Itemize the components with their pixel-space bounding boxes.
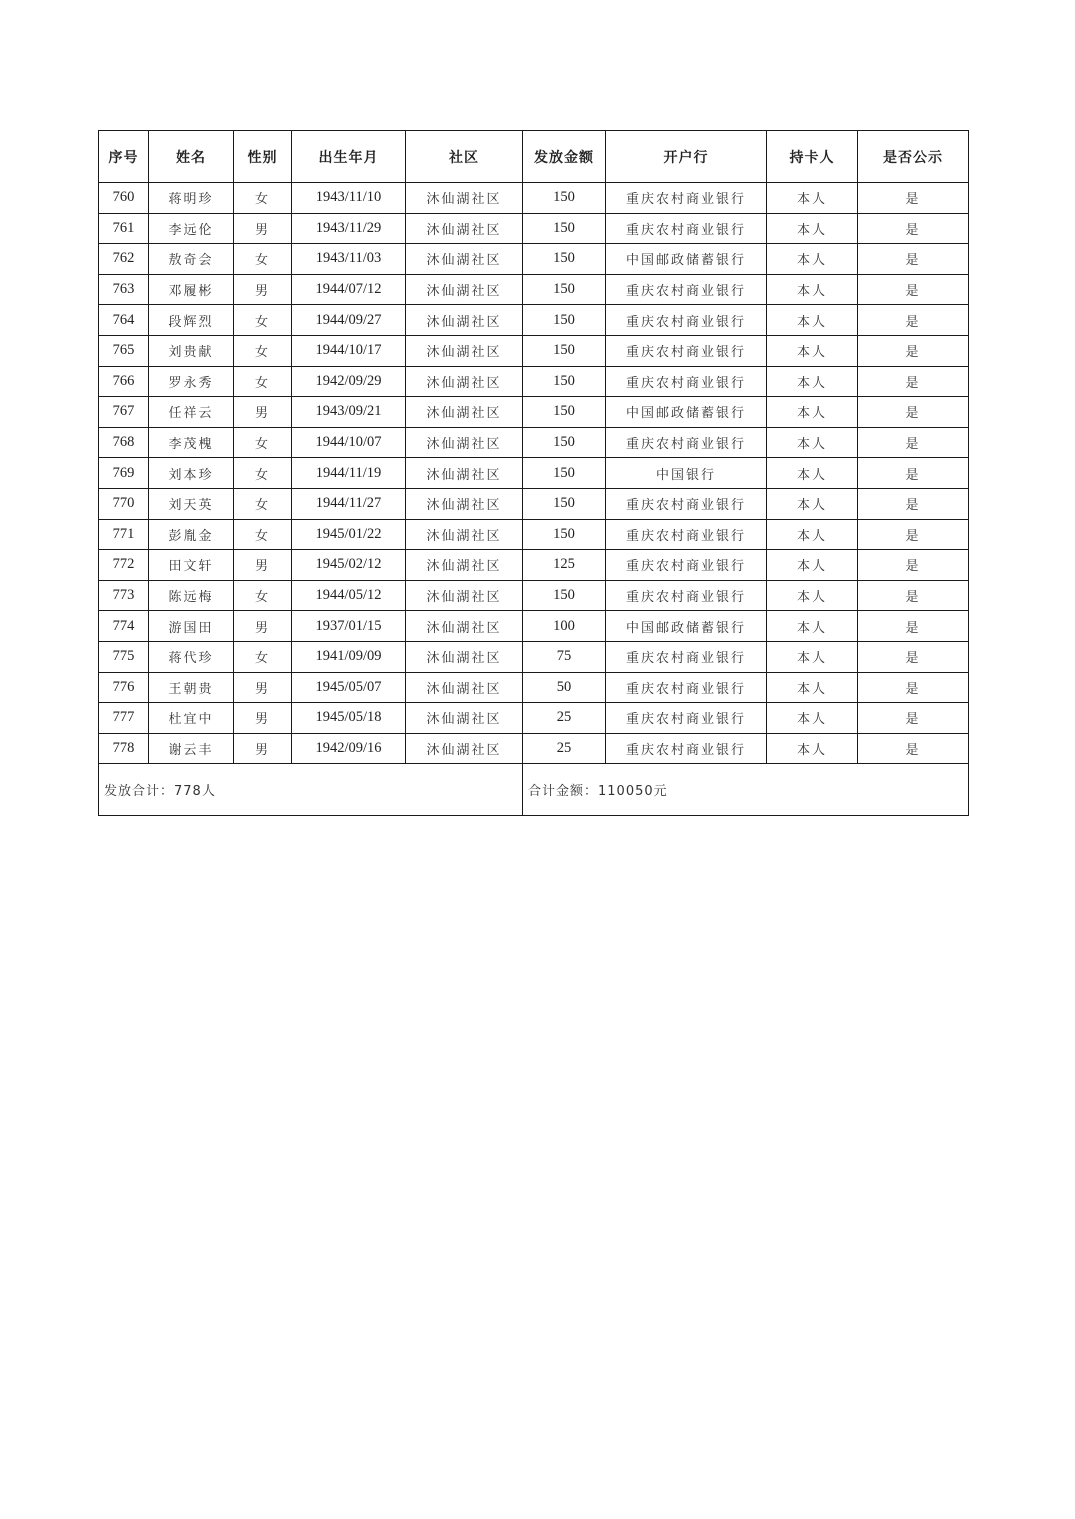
cell-cardholder: 本人 xyxy=(767,427,858,458)
cell-seq: 777 xyxy=(99,703,149,734)
cell-cardholder: 本人 xyxy=(767,550,858,581)
cell-name: 刘天英 xyxy=(149,488,234,519)
cell-gender: 男 xyxy=(234,274,292,305)
table-row xyxy=(99,183,969,214)
cell-cardholder: 本人 xyxy=(767,458,858,489)
cell-seq: 773 xyxy=(99,580,149,611)
cell-gender: 女 xyxy=(234,427,292,458)
table-row xyxy=(99,550,969,581)
cell-name: 李茂槐 xyxy=(149,427,234,458)
table-row xyxy=(99,641,969,672)
cell-cardholder: 本人 xyxy=(767,366,858,397)
table-row xyxy=(99,366,969,397)
cell-seq: 776 xyxy=(99,672,149,703)
cell-amount: 25 xyxy=(523,733,606,764)
cell-community: 沐仙湖社区 xyxy=(406,519,523,550)
cell-bank: 重庆农村商业银行 xyxy=(606,427,767,458)
cell-cardholder: 本人 xyxy=(767,641,858,672)
cell-bank: 重庆农村商业银行 xyxy=(606,305,767,336)
cell-gender: 女 xyxy=(234,519,292,550)
cell-cardholder: 本人 xyxy=(767,733,858,764)
cell-published: 是 xyxy=(858,703,969,734)
header-bank: 开户行 xyxy=(606,131,767,183)
header-community: 社区 xyxy=(406,131,523,183)
cell-bank: 重庆农村商业银行 xyxy=(606,213,767,244)
cell-published: 是 xyxy=(858,366,969,397)
table-footer-row xyxy=(99,764,969,816)
cell-seq: 760 xyxy=(99,183,149,214)
cell-published: 是 xyxy=(858,611,969,642)
cell-gender: 女 xyxy=(234,183,292,214)
cell-birthdate: 1945/01/22 xyxy=(292,519,406,550)
cell-published: 是 xyxy=(858,488,969,519)
cell-bank: 重庆农村商业银行 xyxy=(606,550,767,581)
cell-bank: 重庆农村商业银行 xyxy=(606,580,767,611)
cell-community: 沐仙湖社区 xyxy=(406,672,523,703)
cell-community: 沐仙湖社区 xyxy=(406,703,523,734)
cell-published: 是 xyxy=(858,305,969,336)
table-row xyxy=(99,519,969,550)
cell-birthdate: 1944/10/07 xyxy=(292,427,406,458)
table-row xyxy=(99,611,969,642)
cell-amount: 75 xyxy=(523,641,606,672)
cell-bank: 中国邮政储蓄银行 xyxy=(606,397,767,428)
cell-published: 是 xyxy=(858,458,969,489)
cell-community: 沐仙湖社区 xyxy=(406,611,523,642)
cell-birthdate: 1937/01/15 xyxy=(292,611,406,642)
cell-bank: 重庆农村商业银行 xyxy=(606,335,767,366)
header-published: 是否公示 xyxy=(858,131,969,183)
cell-birthdate: 1944/11/27 xyxy=(292,488,406,519)
cell-cardholder: 本人 xyxy=(767,397,858,428)
cell-gender: 女 xyxy=(234,641,292,672)
cell-birthdate: 1945/02/12 xyxy=(292,550,406,581)
cell-amount: 25 xyxy=(523,703,606,734)
table-row xyxy=(99,458,969,489)
table-row xyxy=(99,335,969,366)
table-row xyxy=(99,305,969,336)
cell-cardholder: 本人 xyxy=(767,672,858,703)
header-name: 姓名 xyxy=(149,131,234,183)
cell-seq: 768 xyxy=(99,427,149,458)
cell-gender: 男 xyxy=(234,733,292,764)
cell-published: 是 xyxy=(858,213,969,244)
total-people: 发放合计：778人 xyxy=(99,764,523,816)
cell-bank: 重庆农村商业银行 xyxy=(606,366,767,397)
cell-seq: 762 xyxy=(99,244,149,275)
cell-birthdate: 1944/09/27 xyxy=(292,305,406,336)
cell-birthdate: 1942/09/29 xyxy=(292,366,406,397)
subsidy-roster-table xyxy=(98,130,969,816)
cell-seq: 769 xyxy=(99,458,149,489)
cell-bank: 中国邮政储蓄银行 xyxy=(606,611,767,642)
cell-amount: 150 xyxy=(523,335,606,366)
cell-seq: 778 xyxy=(99,733,149,764)
cell-gender: 女 xyxy=(234,580,292,611)
header-amount: 发放金额 xyxy=(523,131,606,183)
cell-bank: 重庆农村商业银行 xyxy=(606,703,767,734)
cell-gender: 男 xyxy=(234,703,292,734)
cell-name: 杜宜中 xyxy=(149,703,234,734)
cell-bank: 重庆农村商业银行 xyxy=(606,274,767,305)
cell-community: 沐仙湖社区 xyxy=(406,580,523,611)
total-amount: 合计金额：110050元 xyxy=(523,764,969,816)
cell-community: 沐仙湖社区 xyxy=(406,183,523,214)
cell-cardholder: 本人 xyxy=(767,519,858,550)
cell-name: 任祥云 xyxy=(149,397,234,428)
cell-birthdate: 1943/11/29 xyxy=(292,213,406,244)
cell-community: 沐仙湖社区 xyxy=(406,244,523,275)
cell-gender: 女 xyxy=(234,335,292,366)
table-row xyxy=(99,427,969,458)
cell-community: 沐仙湖社区 xyxy=(406,366,523,397)
cell-birthdate: 1942/09/16 xyxy=(292,733,406,764)
cell-seq: 767 xyxy=(99,397,149,428)
cell-amount: 150 xyxy=(523,427,606,458)
cell-bank: 中国邮政储蓄银行 xyxy=(606,244,767,275)
cell-amount: 150 xyxy=(523,366,606,397)
cell-cardholder: 本人 xyxy=(767,335,858,366)
cell-name: 邓履彬 xyxy=(149,274,234,305)
cell-birthdate: 1944/07/12 xyxy=(292,274,406,305)
cell-seq: 774 xyxy=(99,611,149,642)
cell-bank: 重庆农村商业银行 xyxy=(606,488,767,519)
cell-published: 是 xyxy=(858,550,969,581)
cell-amount: 150 xyxy=(523,183,606,214)
cell-amount: 150 xyxy=(523,488,606,519)
table-row xyxy=(99,488,969,519)
cell-community: 沐仙湖社区 xyxy=(406,274,523,305)
cell-bank: 重庆农村商业银行 xyxy=(606,733,767,764)
table-row xyxy=(99,733,969,764)
cell-name: 蒋代珍 xyxy=(149,641,234,672)
cell-birthdate: 1943/09/21 xyxy=(292,397,406,428)
cell-cardholder: 本人 xyxy=(767,305,858,336)
cell-community: 沐仙湖社区 xyxy=(406,305,523,336)
cell-gender: 男 xyxy=(234,672,292,703)
header-cardholder: 持卡人 xyxy=(767,131,858,183)
cell-community: 沐仙湖社区 xyxy=(406,733,523,764)
cell-community: 沐仙湖社区 xyxy=(406,335,523,366)
cell-amount: 150 xyxy=(523,458,606,489)
cell-name: 陈远梅 xyxy=(149,580,234,611)
cell-gender: 男 xyxy=(234,397,292,428)
cell-bank: 重庆农村商业银行 xyxy=(606,672,767,703)
cell-birthdate: 1941/09/09 xyxy=(292,641,406,672)
cell-community: 沐仙湖社区 xyxy=(406,550,523,581)
table-row xyxy=(99,672,969,703)
cell-name: 李远伦 xyxy=(149,213,234,244)
cell-cardholder: 本人 xyxy=(767,488,858,519)
cell-birthdate: 1945/05/07 xyxy=(292,672,406,703)
cell-bank: 重庆农村商业银行 xyxy=(606,183,767,214)
cell-amount: 150 xyxy=(523,274,606,305)
cell-name: 蒋明珍 xyxy=(149,183,234,214)
cell-cardholder: 本人 xyxy=(767,703,858,734)
cell-published: 是 xyxy=(858,335,969,366)
cell-published: 是 xyxy=(858,733,969,764)
table-row xyxy=(99,703,969,734)
cell-published: 是 xyxy=(858,641,969,672)
cell-gender: 男 xyxy=(234,213,292,244)
table-row xyxy=(99,244,969,275)
cell-cardholder: 本人 xyxy=(767,611,858,642)
cell-published: 是 xyxy=(858,397,969,428)
cell-community: 沐仙湖社区 xyxy=(406,427,523,458)
cell-published: 是 xyxy=(858,580,969,611)
cell-community: 沐仙湖社区 xyxy=(406,641,523,672)
cell-amount: 50 xyxy=(523,672,606,703)
cell-gender: 男 xyxy=(234,611,292,642)
cell-bank: 重庆农村商业银行 xyxy=(606,641,767,672)
cell-seq: 766 xyxy=(99,366,149,397)
cell-seq: 775 xyxy=(99,641,149,672)
cell-gender: 女 xyxy=(234,488,292,519)
header-seq: 序号 xyxy=(99,131,149,183)
cell-name: 刘本珍 xyxy=(149,458,234,489)
cell-name: 谢云丰 xyxy=(149,733,234,764)
cell-name: 刘贵献 xyxy=(149,335,234,366)
cell-amount: 150 xyxy=(523,397,606,428)
cell-cardholder: 本人 xyxy=(767,213,858,244)
cell-birthdate: 1944/11/19 xyxy=(292,458,406,489)
cell-amount: 125 xyxy=(523,550,606,581)
cell-gender: 男 xyxy=(234,550,292,581)
cell-seq: 771 xyxy=(99,519,149,550)
cell-seq: 772 xyxy=(99,550,149,581)
cell-published: 是 xyxy=(858,672,969,703)
table-body xyxy=(99,183,969,764)
header-gender: 性别 xyxy=(234,131,292,183)
cell-name: 敖奇会 xyxy=(149,244,234,275)
table-header-row xyxy=(99,131,969,183)
cell-published: 是 xyxy=(858,274,969,305)
cell-amount: 150 xyxy=(523,213,606,244)
table-row xyxy=(99,397,969,428)
cell-cardholder: 本人 xyxy=(767,274,858,305)
cell-birthdate: 1945/05/18 xyxy=(292,703,406,734)
cell-cardholder: 本人 xyxy=(767,580,858,611)
cell-name: 田文轩 xyxy=(149,550,234,581)
cell-name: 罗永秀 xyxy=(149,366,234,397)
cell-seq: 770 xyxy=(99,488,149,519)
table-row xyxy=(99,274,969,305)
cell-birthdate: 1943/11/10 xyxy=(292,183,406,214)
cell-amount: 150 xyxy=(523,580,606,611)
cell-gender: 女 xyxy=(234,305,292,336)
cell-published: 是 xyxy=(858,183,969,214)
table-row xyxy=(99,580,969,611)
table-row xyxy=(99,213,969,244)
cell-published: 是 xyxy=(858,427,969,458)
cell-name: 王朝贵 xyxy=(149,672,234,703)
cell-published: 是 xyxy=(858,244,969,275)
cell-bank: 重庆农村商业银行 xyxy=(606,519,767,550)
cell-cardholder: 本人 xyxy=(767,244,858,275)
cell-birthdate: 1944/10/17 xyxy=(292,335,406,366)
cell-gender: 女 xyxy=(234,366,292,397)
cell-birthdate: 1944/05/12 xyxy=(292,580,406,611)
cell-community: 沐仙湖社区 xyxy=(406,458,523,489)
cell-amount: 150 xyxy=(523,305,606,336)
cell-cardholder: 本人 xyxy=(767,183,858,214)
cell-amount: 100 xyxy=(523,611,606,642)
cell-seq: 763 xyxy=(99,274,149,305)
cell-seq: 765 xyxy=(99,335,149,366)
cell-published: 是 xyxy=(858,519,969,550)
cell-seq: 764 xyxy=(99,305,149,336)
cell-bank: 中国银行 xyxy=(606,458,767,489)
cell-community: 沐仙湖社区 xyxy=(406,488,523,519)
cell-community: 沐仙湖社区 xyxy=(406,397,523,428)
cell-community: 沐仙湖社区 xyxy=(406,213,523,244)
cell-name: 段辉烈 xyxy=(149,305,234,336)
header-birthdate: 出生年月 xyxy=(292,131,406,183)
cell-birthdate: 1943/11/03 xyxy=(292,244,406,275)
cell-gender: 女 xyxy=(234,244,292,275)
cell-name: 游国田 xyxy=(149,611,234,642)
cell-amount: 150 xyxy=(523,519,606,550)
cell-gender: 女 xyxy=(234,458,292,489)
cell-name: 彭胤金 xyxy=(149,519,234,550)
cell-seq: 761 xyxy=(99,213,149,244)
cell-amount: 150 xyxy=(523,244,606,275)
